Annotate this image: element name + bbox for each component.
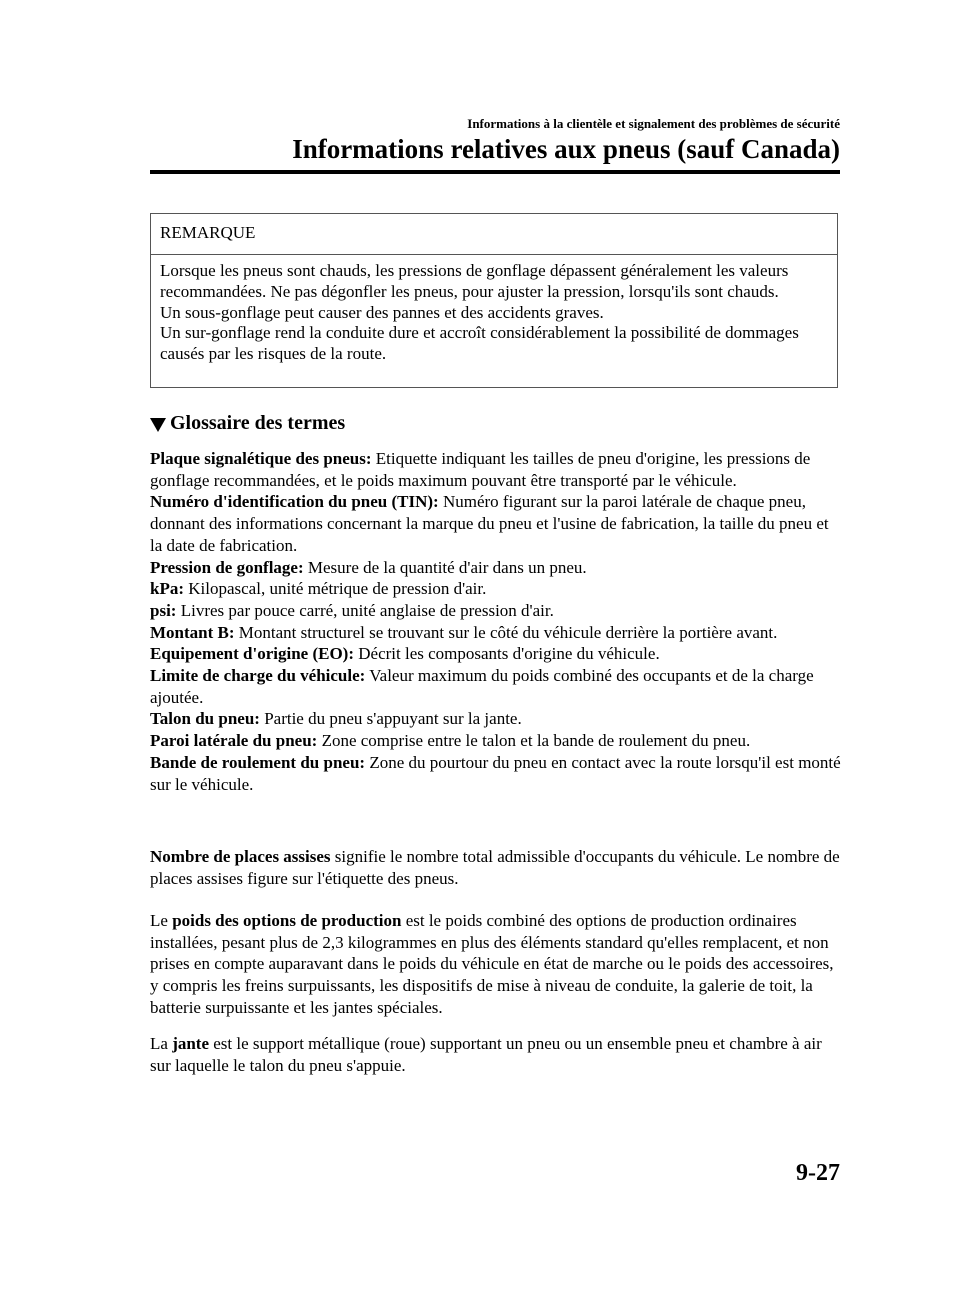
- glossary-term: Montant B:: [150, 622, 235, 642]
- chapter-subtitle: Informations à la clientèle et signalement des problèmes de sécurité: [467, 116, 840, 131]
- glossary-definition: Zone du pourtour du pneu en contact avec la route lorsqu'il est monté sur le véhicule.: [150, 752, 841, 794]
- options-paragraph: [150, 910, 842, 1019]
- rim-lead: La: [150, 1034, 168, 1053]
- note-body: [151, 255, 837, 365]
- glossary-term: Bande de roulement du pneu:: [150, 752, 366, 772]
- glossary-definition: Livres par pouce carré, unité anglaise de pression d'air.: [180, 600, 554, 620]
- section-heading: Informations relatives aux pneus (sauf Canada): [292, 134, 840, 164]
- rim-paragraph: [150, 1033, 842, 1076]
- glossary-term: Limite de charge du véhicule:: [150, 666, 366, 686]
- glossary-entry: [150, 730, 842, 752]
- glossary-entry: [150, 622, 842, 644]
- header-divider: [150, 170, 840, 174]
- options-term: poids des options de production: [172, 911, 402, 930]
- note-line: Un sur-gonflage rend la conduite dure et accroît considérablement la possibilité de dommages causés par les risques de la route.: [160, 323, 799, 364]
- glossary-entry: [150, 752, 842, 795]
- glossary-definition: Numéro figurant sur la paroi latérale de chaque pneu, donnant des informations concernant la marque du pneu et l'usine de fabrication, la taille du pneu et la date de fabrication.: [150, 492, 829, 555]
- glossary-definition: Montant structurel se trouvant sur le côté du véhicule derrière la portière avant.: [238, 622, 778, 642]
- glossary-definition: Kilopascal, unité métrique de pression d'air.: [188, 579, 487, 599]
- seating-term: Nombre de places assises: [150, 847, 331, 866]
- glossary-entry: [150, 708, 842, 730]
- seating-text: signifie le nombre total admissible d'occupants du véhicule. Le nombre de places assises figure sur l'étiquette des pneus.: [150, 847, 840, 888]
- note-box: [150, 213, 838, 388]
- glossary-definition: Partie du pneu s'appuyant sur la jante.: [264, 709, 522, 729]
- glossary-term: Pression de gonflage:: [150, 557, 304, 577]
- glossary-term: Talon du pneu:: [150, 709, 260, 729]
- glossary-definition: Valeur maximum du poids combiné des occupants et de la charge ajoutée.: [150, 666, 814, 707]
- glossary-entry: [150, 448, 842, 491]
- page-number: 9-27: [796, 1160, 840, 1186]
- glossary-term: Numéro d'identification du pneu (TIN):: [150, 492, 439, 512]
- glossary-definition: Etiquette indiquant les tailles de pneu d'origine, les pressions de gonflage recommandées, et le poids maximum pouvant être transporté par le véhicule.: [150, 449, 811, 490]
- glossary-definition: Mesure de la quantité d'air dans un pneu.: [307, 557, 587, 577]
- glossary-definition: Décrit les composants d'origine du véhicule.: [358, 644, 660, 664]
- glossary-title: [150, 412, 345, 435]
- glossary-term: Plaque signalétique des pneus:: [150, 449, 372, 468]
- glossary-entry: [150, 578, 842, 600]
- glossary-entry: [150, 643, 842, 665]
- options-lead: Le: [150, 911, 168, 930]
- rim-text: est le support métallique (roue) supportant un pneu ou un ensemble pneu et chambre à air sur laquelle le talon du pneu s'appuie.: [150, 1034, 822, 1075]
- glossary-entry: [150, 600, 842, 622]
- glossary-term: Equipement d'origine (EO):: [150, 644, 355, 664]
- rim-term: jante: [172, 1034, 210, 1053]
- down-triangle-icon: [150, 418, 166, 432]
- note-line: Un sous-gonflage peut causer des pannes et des accidents graves.: [160, 302, 604, 322]
- glossary-term: psi:: [150, 600, 177, 620]
- glossary-term: kPa:: [150, 579, 184, 599]
- note-line: Lorsque les pneus sont chauds, les pressions de gonflage dépassent généralement les valeurs recommandées. Ne pas dégonfler les pneus, pour ajuster la pression, lorsqu'ils sont chauds.: [160, 261, 789, 301]
- glossary-list: [150, 448, 842, 795]
- seating-paragraph: [150, 846, 842, 889]
- glossary-entry: [150, 491, 842, 556]
- glossary-entry: [150, 665, 842, 708]
- note-heading: REMARQUE: [151, 214, 837, 255]
- glossary-definition: Zone comprise entre le talon et la bande de roulement du pneu.: [321, 731, 751, 751]
- glossary-entry: [150, 557, 842, 579]
- glossary-term: Paroi latérale du pneu:: [150, 731, 318, 751]
- options-text: est le poids combiné des options de production ordinaires installées, pesant plus de 2,3 kilogrammes en plus des éléments standard qu'elles remplacent, et non prises en compte auparavant dans le poids du véhicule en état de marche ou le poids des accessoires, y compris les freins surpuissants, les dispositifs de mise à niveau de conduite, la galerie de toit, la batterie surpuissante et les jantes spéciales.: [150, 911, 834, 1017]
- glossary-title-text: Glossaire des termes: [170, 412, 346, 434]
